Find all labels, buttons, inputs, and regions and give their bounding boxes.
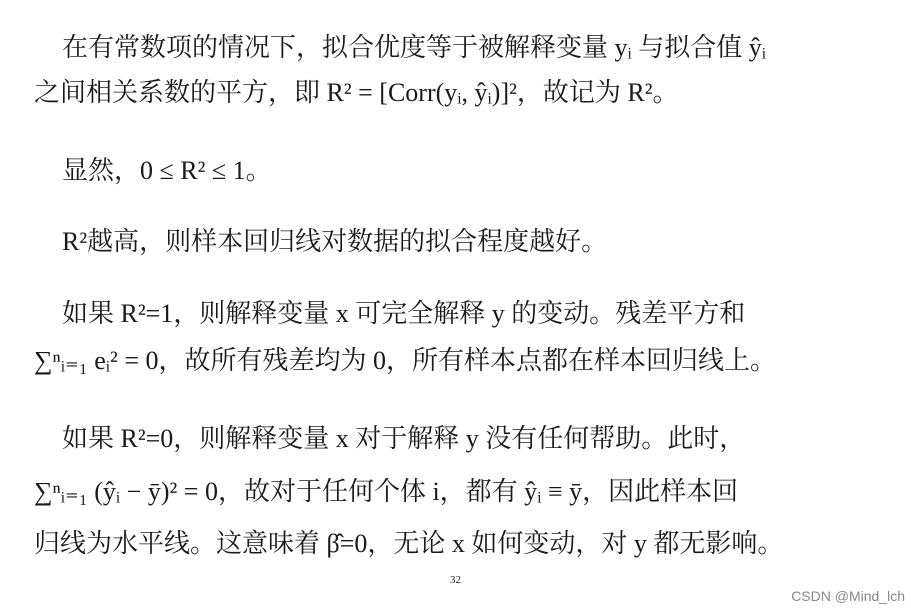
paragraph-line: 显然，0 ≤ R² ≤ 1。 [62,156,272,185]
paragraph-line: ∑ⁿᵢ₌₁ eᵢ² = 0，故所有残差均为 0，所有样本点都在样本回归线上。 [34,346,777,375]
paragraph-line: 在有常数项的情况下，拟合优度等于被解释变量 yᵢ 与拟合值 ŷᵢ [62,33,767,62]
paragraph-line: 归线为水平线。这意味着 β̂=0，无论 x 如何变动，对 y 都无影响。 [34,529,784,558]
paragraph-line: 如果 R²=1，则解释变量 x 可完全解释 y 的变动。残差平方和 [62,299,746,328]
paragraph-line: R²越高，则样本回归线对数据的拟合程度越好。 [62,227,608,256]
paragraph-line: ∑ⁿᵢ₌₁ (ŷᵢ − ȳ)² = 0，故对于任何个体 i，都有 ŷᵢ ≡ ȳ，因此样本回 [34,477,739,506]
paragraph-line: 之间相关系数的平方，即 R² = [Corr(yᵢ, ŷᵢ)]²，故记为 R²。 [34,78,679,107]
page-number: 32 [450,574,461,586]
watermark: CSDN @Mind_lch [791,588,905,604]
paragraph-line: 如果 R²=0，则解释变量 x 对于解释 y 没有任何帮助。此时， [62,424,746,453]
